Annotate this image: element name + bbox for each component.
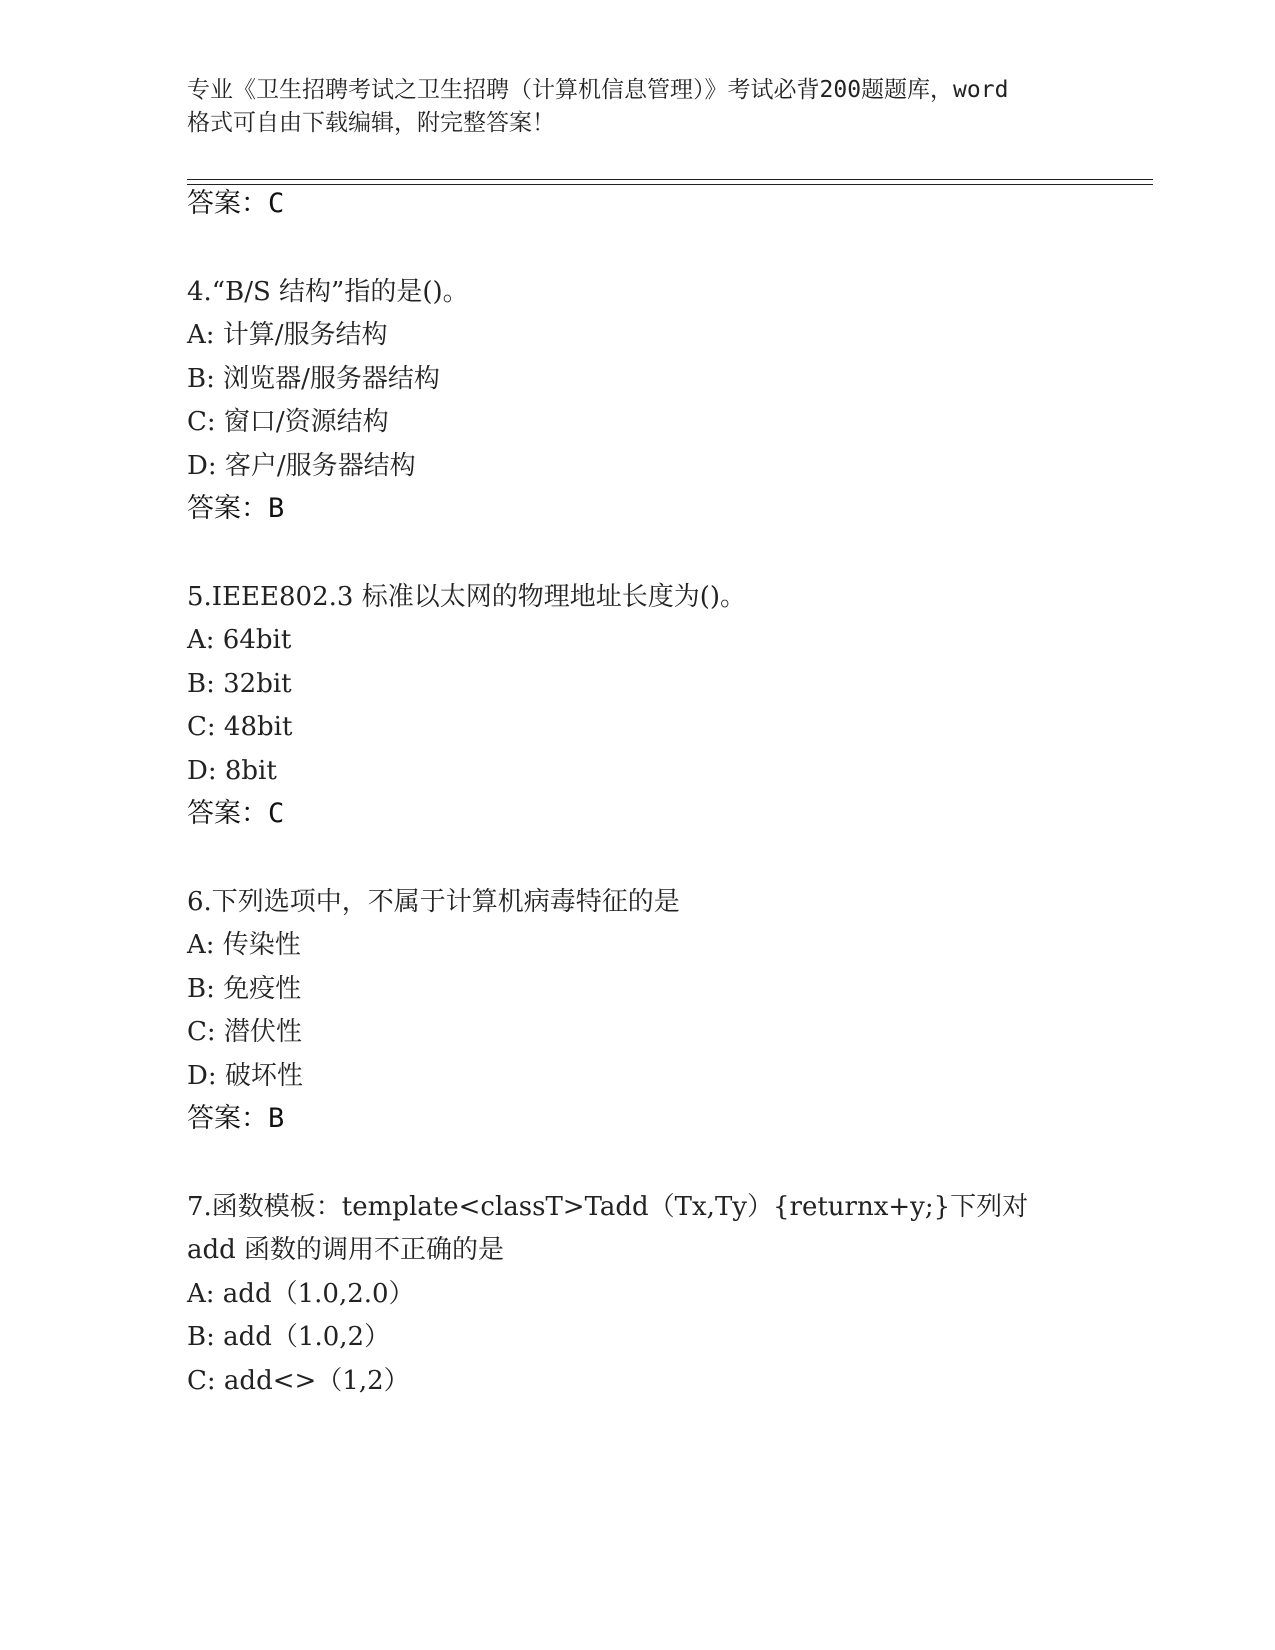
question-5-option-b: B: 32bit [187,669,292,699]
question-6-stem: 6.下列选项中，不属于计算机病毒特征的是 [187,887,680,917]
answer-q6: 答案：B [187,1103,285,1134]
question-5-option-c: C: 48bit [187,712,293,742]
header-divider-top [187,179,1153,180]
question-6-option-a: A: 传染性 [187,930,301,960]
question-7-stem-line-2: add 函数的调用不正确的是 [187,1235,505,1265]
question-4-option-d: D: 客户/服务器结构 [187,451,416,481]
question-4-option-b: B: 浏览器/服务器结构 [187,364,440,394]
answer-q3: 答案：C [187,188,285,219]
question-6-option-c: C: 潜伏性 [187,1017,302,1047]
answer-q5: 答案：C [187,798,285,829]
header-line-1: 专业《卫生招聘考试之卫生招聘（计算机信息管理）》考试必背200题题库，word [187,77,1009,103]
header-divider-bottom [187,184,1153,185]
question-4-stem: 4.“B/S 结构”指的是()。 [187,277,469,307]
question-7-option-b: B: add（1.0,2） [187,1322,391,1352]
question-5-option-a: A: 64bit [187,625,292,655]
answer-q4: 答案：B [187,493,285,524]
question-4-option-c: C: 窗口/资源结构 [187,407,389,437]
question-7-option-a: A: add（1.0,2.0） [187,1279,415,1309]
document-header [187,74,1087,140]
question-5-option-d: D: 8bit [187,756,277,786]
question-6-option-d: D: 破坏性 [187,1061,303,1091]
question-6-option-b: B: 免疫性 [187,974,302,1004]
question-7-stem-line-1: 7.函数模板：template<classT>Tadd（Tx,Ty）{returnx+y;}下列对 [187,1192,1029,1222]
question-5-stem: 5.IEEE802.3 标准以太网的物理地址长度为()。 [187,582,747,612]
question-7-option-c: C: add<>（1,2） [187,1366,410,1396]
header-line-2: 格式可自由下载编辑，附完整答案！ [187,110,555,136]
question-4-option-a: A: 计算/服务结构 [187,320,388,350]
